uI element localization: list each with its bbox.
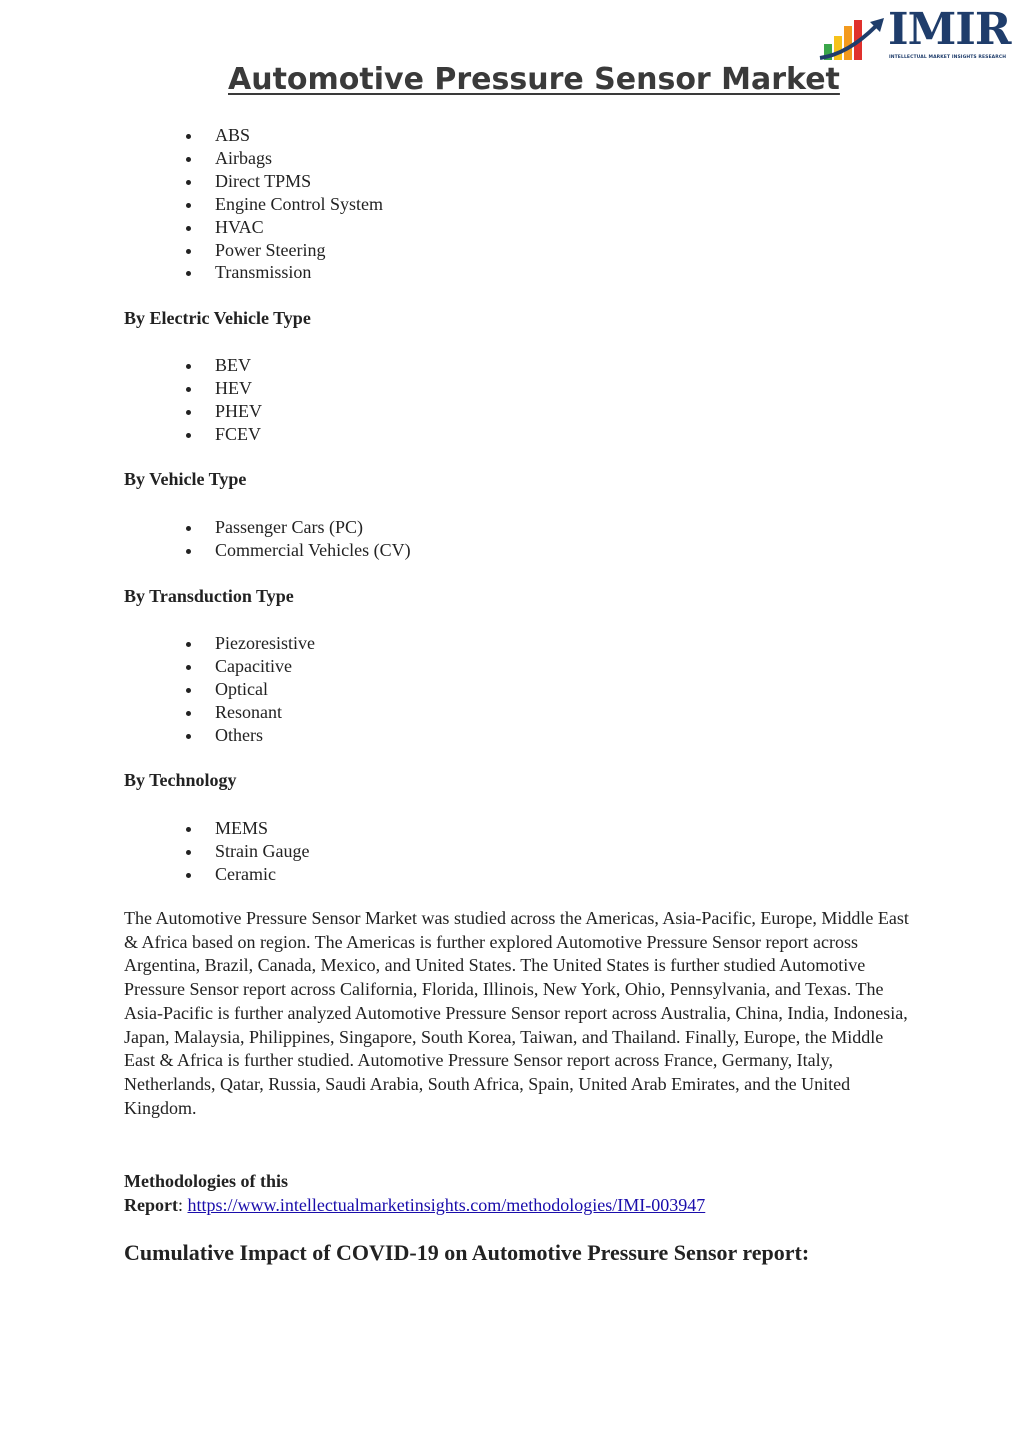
list-item: Transmission	[186, 261, 383, 284]
application-list	[186, 124, 383, 284]
covid-heading: Cumulative Impact of COVID-19 on Automotive Pressure Sensor report:	[124, 1240, 810, 1265]
list-item: Capacitive	[186, 655, 315, 678]
section-heading-transduction: By Transduction Type	[124, 586, 294, 606]
list-item: Direct TPMS	[186, 170, 383, 193]
logo-tagline: INTELLECTUAL MARKET INSIGHTS RESEARCH	[889, 55, 1007, 60]
list-item: Airbags	[186, 147, 383, 170]
list-item: Others	[186, 724, 315, 747]
section-heading-electric-vehicle: By Electric Vehicle Type	[124, 308, 311, 328]
section-heading-vehicle-type: By Vehicle Type	[124, 469, 247, 489]
section-heading-technology: By Technology	[124, 770, 237, 790]
page-title: Automotive Pressure Sensor Market	[228, 62, 840, 97]
list-item: Engine Control System	[186, 193, 383, 216]
electric-vehicle-list	[186, 354, 262, 446]
list-item: Resonant	[186, 701, 315, 724]
list-item: Passenger Cars (PC)	[186, 516, 411, 539]
transduction-list	[186, 632, 315, 747]
list-item: HEV	[186, 377, 262, 400]
region-paragraph: The Automotive Pressure Sensor Market was studied across the Americas, Asia-Pacific, Europe, Middle East & Africa based on region. The Americas is further explored Automotive Pressure Sensor report across Argentina, Brazil, Canada, Mexico, and United States. The United States is further studied Automotive Pressure Sensor report across California, Florida, Illinois, New York, Ohio, Pennsylvania, and Texas. The Asia-Pacific is further analyzed Automotive Pressure Sensor report across Australia, China, India, Indonesia, Japan, Malaysia, Philippines, Singapore, South Korea, Taiwan, and Thailand. Finally, Europe, the Middle East & Africa is further studied. Automotive Pressure Sensor report across France, Germany, Italy, Netherlands, Qatar, Russia, Saudi Arabia, South Africa, Spain, United Arab Emirates, and the United Kingdom.	[124, 908, 909, 1118]
list-item: MEMS	[186, 817, 309, 840]
list-item: FCEV	[186, 423, 262, 446]
technology-list	[186, 817, 309, 886]
methodology-link[interactable]: https://www.intellectualmarketinsights.com/methodologies/IMI-003947	[187, 1195, 706, 1215]
vehicle-type-list	[186, 516, 411, 562]
methodology-label: Methodologies of this	[124, 1171, 288, 1191]
imir-logo	[818, 4, 1011, 66]
methodology-block	[124, 1169, 705, 1217]
logo-bars-icon	[818, 14, 888, 66]
logo-wordmark: IMIR	[888, 4, 1011, 55]
list-item: Optical	[186, 678, 315, 701]
methodology-label-report: Report	[124, 1195, 178, 1215]
list-item: Power Steering	[186, 239, 383, 262]
list-item: Strain Gauge	[186, 840, 309, 863]
list-item: Ceramic	[186, 863, 309, 886]
list-item: Piezoresistive	[186, 632, 315, 655]
list-item: PHEV	[186, 400, 262, 423]
list-item: HVAC	[186, 216, 383, 239]
list-item: Commercial Vehicles (CV)	[186, 539, 411, 562]
methodology-separator: :	[177, 1195, 183, 1215]
list-item: ABS	[186, 124, 383, 147]
list-item: BEV	[186, 354, 262, 377]
